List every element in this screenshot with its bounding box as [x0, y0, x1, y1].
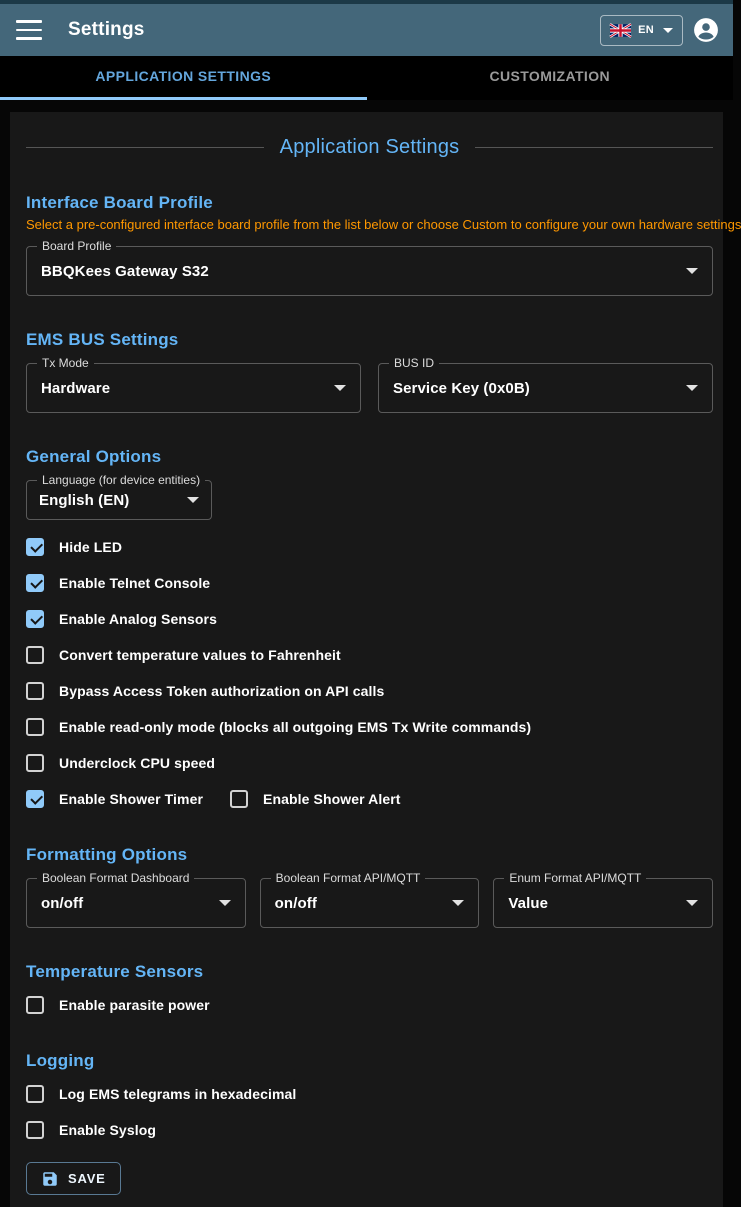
settings-panel — [10, 112, 741, 1207]
checkbox-icon — [26, 1121, 44, 1139]
checkbox-enable-analog-sensors[interactable]: Enable Analog Sensors — [26, 607, 713, 631]
checkbox-convert-fahrenheit[interactable]: Convert temperature values to Fahrenheit — [26, 643, 713, 667]
boolean-format-api-label: Boolean Format API/MQTT — [271, 871, 426, 885]
checkbox-bypass-access-token[interactable]: Bypass Access Token authorization on API calls — [26, 679, 713, 703]
section-title: Application Settings — [279, 136, 460, 158]
enum-format-api-select[interactable] — [493, 871, 713, 928]
tab-application-settings[interactable]: APPLICATION SETTINGS — [95, 68, 272, 84]
uk-flag-icon — [610, 24, 631, 37]
save-button[interactable] — [26, 1162, 121, 1195]
heading-formatting-options: Formatting Options — [26, 845, 188, 864]
checkbox-enable-syslog[interactable]: Enable Syslog — [26, 1118, 713, 1142]
board-profile-label: Board Profile — [37, 239, 116, 253]
checkbox-icon-shower-alert[interactable] — [230, 790, 248, 808]
tab-customization[interactable]: CUSTOMIZATION — [489, 68, 611, 84]
dropdown-arrow-icon — [686, 268, 698, 274]
language-selector[interactable] — [600, 15, 683, 46]
account-icon[interactable] — [693, 17, 719, 43]
checkbox-icon-shower-timer[interactable] — [26, 790, 44, 808]
checkbox-icon — [26, 996, 44, 1014]
language-entities-label: Language (for device entities) — [37, 473, 205, 487]
boolean-format-api-value: on/off — [274, 894, 317, 912]
bus-id-value: Service Key (0x0B) — [393, 379, 530, 397]
language-code: EN — [638, 24, 654, 36]
save-icon — [41, 1170, 59, 1188]
checkbox-icon — [26, 1085, 44, 1103]
enum-format-api-label: Enum Format API/MQTT — [504, 871, 646, 885]
boolean-format-dashboard-value: on/off — [41, 894, 84, 912]
checkbox-readonly-mode[interactable]: Enable read-only mode (blocks all outgoing EMS Tx Write commands) — [26, 715, 713, 739]
shower-options-row: Enable Shower Timer Enable Shower Alert — [26, 787, 713, 811]
heading-ems-bus-settings: EMS BUS Settings — [26, 330, 179, 349]
save-button-label: SAVE — [68, 1171, 106, 1186]
checkbox-icon — [26, 646, 44, 664]
heading-logging: Logging — [26, 1051, 95, 1070]
page-title: Settings — [68, 19, 145, 40]
checkbox-parasite-power[interactable]: Enable parasite power — [26, 993, 713, 1017]
active-tab-indicator — [0, 97, 367, 100]
tx-mode-label: Tx Mode — [37, 356, 94, 370]
checkbox-icon — [26, 718, 44, 736]
checkbox-underclock-cpu[interactable]: Underclock CPU speed — [26, 751, 713, 775]
boolean-format-api-select[interactable] — [260, 871, 480, 928]
dropdown-arrow-icon — [219, 900, 231, 906]
dropdown-arrow-icon — [187, 497, 199, 503]
checkbox-icon — [26, 754, 44, 772]
tx-mode-select[interactable] — [26, 356, 361, 413]
heading-interface-board-profile: Interface Board Profile — [26, 193, 213, 212]
checkbox-icon — [26, 610, 44, 628]
dropdown-arrow-icon — [452, 900, 464, 906]
boolean-format-dashboard-select[interactable] — [26, 871, 246, 928]
menu-icon[interactable] — [16, 20, 42, 40]
page-title-row — [26, 136, 713, 159]
checkbox-enable-telnet-console[interactable]: Enable Telnet Console — [26, 571, 713, 595]
checkbox-icon — [26, 538, 44, 556]
checkbox-icon — [26, 682, 44, 700]
tx-mode-value: Hardware — [41, 379, 111, 397]
dropdown-arrow-icon — [686, 900, 698, 906]
language-entities-value: English (EN) — [39, 491, 130, 509]
checkbox-icon — [26, 574, 44, 592]
language-entities-select[interactable] — [26, 473, 212, 520]
app-header — [0, 4, 733, 56]
enum-format-api-value: Value — [508, 894, 549, 912]
checkbox-log-hex[interactable]: Log EMS telegrams in hexadecimal — [26, 1082, 713, 1106]
bus-id-label: BUS ID — [389, 356, 439, 370]
dropdown-arrow-icon — [334, 385, 346, 391]
dropdown-arrow-icon — [686, 385, 698, 391]
bus-id-select[interactable] — [378, 356, 713, 413]
heading-temperature-sensors: Temperature Sensors — [26, 962, 204, 981]
board-profile-value: BBQKees Gateway S32 — [41, 262, 209, 280]
tab-bar — [0, 56, 733, 100]
board-profile-select[interactable] — [26, 239, 713, 296]
boolean-format-dashboard-label: Boolean Format Dashboard — [37, 871, 194, 885]
checkbox-hide-led[interactable]: Hide LED — [26, 535, 713, 559]
chevron-down-icon — [663, 28, 673, 33]
interface-board-description: Select a pre-configured interface board profile from the list below or choose Custom to configure your own hardware settings — [26, 217, 741, 232]
heading-general-options: General Options — [26, 447, 162, 466]
